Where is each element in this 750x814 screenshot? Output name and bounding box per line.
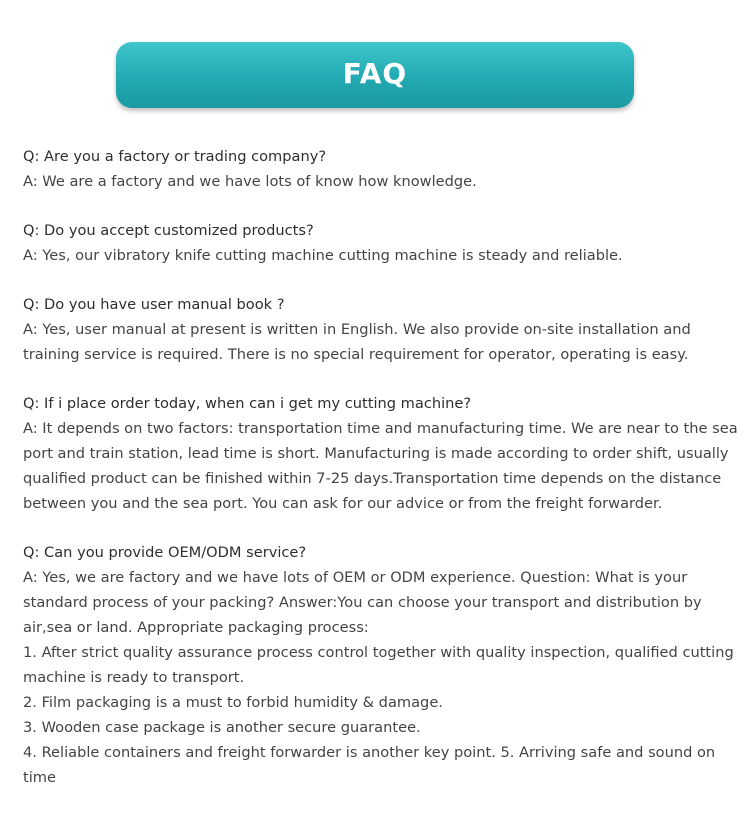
- faq-item: [23, 144, 733, 194]
- faq-answer-line: 1. After strict quality assurance process control together with quality inspection, qualified cutting: [23, 644, 734, 661]
- faq-title: FAQ: [342, 56, 408, 90]
- faq-question: Q: If i place order today, when can i get my cutting machine?: [23, 395, 472, 412]
- faq-question: Q: Are you a factory or trading company?: [23, 148, 327, 165]
- faq-answer-line: air,sea or land. Appropriate packaging process:: [23, 619, 369, 636]
- faq-answer-line: machine is ready to transport.: [23, 669, 245, 686]
- faq-answer-line: A: It depends on two factors: transportation time and manufacturing time. We are near to the sea: [23, 420, 738, 437]
- faq-question: Q: Do you accept customized products?: [23, 222, 314, 239]
- faq-item: [23, 292, 733, 367]
- faq-answer-line: port and train station, lead time is short. Manufacturing is made according to order shift, usually: [23, 445, 729, 462]
- faq-question: Q: Can you provide OEM/ODM service?: [23, 544, 307, 561]
- faq-item: [23, 391, 738, 516]
- faq-answer-line: A: We are a factory and we have lots of know how knowledge.: [23, 173, 477, 190]
- faq-answer-line: training service is required. There is no special requirement for operator, operating is easy.: [23, 346, 689, 363]
- faq-answer-line: 4. Reliable containers and freight forwarder is another key point. 5. Arriving safe and sound on: [23, 744, 716, 761]
- faq-answer-line: 3. Wooden case package is another secure guarantee.: [23, 719, 421, 736]
- faq-item: [23, 540, 733, 790]
- faq-answer-line: time: [23, 769, 56, 786]
- faq-question: Q: Do you have user manual book ?: [23, 296, 285, 313]
- faq-banner: [116, 42, 634, 108]
- faq-answer-line: 2. Film packaging is a must to forbid humidity & damage.: [23, 694, 443, 711]
- faq-answer-line: A: Yes, our vibratory knife cutting machine cutting machine is steady and reliable.: [23, 247, 623, 264]
- faq-answer-line: between you and the sea port. You can ask for our advice or from the freight forwarder.: [23, 495, 663, 512]
- faq-answer-line: qualified product can be finished within 7-25 days.Transportation time depends on the distance: [23, 470, 722, 487]
- faq-answer-line: A: Yes, we are factory and we have lots of OEM or ODM experience. Question: What is your: [23, 569, 688, 586]
- faq-list: [23, 144, 738, 814]
- faq-answer-line: A: Yes, user manual at present is written in English. We also provide on-site installation and: [23, 321, 691, 338]
- faq-item: [23, 218, 733, 268]
- faq-answer-line: standard process of your packing? Answer:You can choose your transport and distribution by: [23, 594, 702, 611]
